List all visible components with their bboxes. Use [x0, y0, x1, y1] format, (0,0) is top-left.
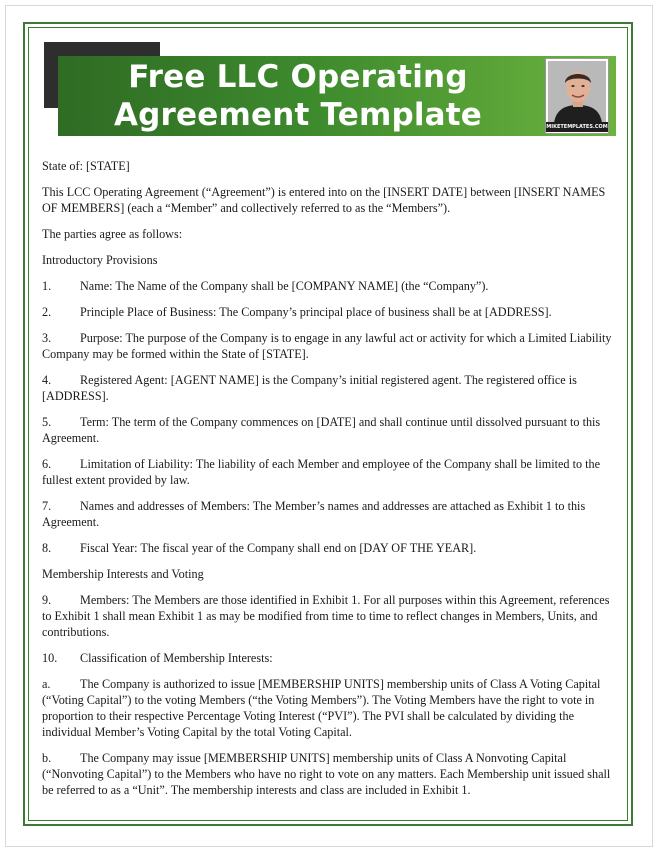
banner-title: [58, 58, 538, 134]
clause-text: Term: The term of the Company commences on [DATE] and shall continue until dissolved pursuant to this Agreement.: [42, 415, 601, 445]
clause-number: 8.: [42, 541, 52, 555]
clause-number: 5.: [42, 415, 52, 429]
clause-number: 10.: [42, 651, 58, 665]
photo-caption: MIKETEMPLATES.COM: [546, 124, 608, 130]
clause-text: The Company is authorized to issue [MEMBERSHIP UNITS] membership units of Class A Voting Capital (“Voting Capital”) to the voting Members (“the Voting Members”). The Voting Members have the right to vote in proportion to their respective Percentage Voting Interest (“PVI”). The PVI shall be calculated by dividing the individual Member’s Voting Capital by the total Voting Capital.: [42, 677, 601, 739]
clause-number: 2.: [42, 305, 52, 319]
clause-text: Members: The Members are those identified in Exhibit 1. For all purposes within this Agreement, references to Exhibit 1 shall mean Exhibit 1 as may be modified from time to time to reflect changes in Members, Units, and contributions.: [42, 593, 610, 639]
clause-1: [42, 278, 620, 294]
clause-text: Purpose: The purpose of the Company is to engage in any lawful act or activity for which a Limited Liability Company may be formed within the State of [STATE].: [42, 331, 612, 361]
clause-number: 3.: [42, 331, 52, 345]
state-line: State of: [STATE]: [42, 159, 130, 173]
clause-2: [42, 304, 620, 320]
clause-text: Name: The Name of the Company shall be [COMPANY NAME] (the “Company”).: [80, 279, 489, 293]
clause-number: 9.: [42, 593, 52, 607]
clause-6: [42, 456, 620, 488]
clause-number: 7.: [42, 499, 52, 513]
parties-line: The parties agree as follows:: [42, 227, 183, 241]
clause-text: Limitation of Liability: The liability of each Member and employee of the Company shall be limited to the fullest extent provided by law.: [42, 457, 600, 487]
clause-10b: [42, 750, 620, 798]
clause-text: Fiscal Year: The fiscal year of the Company shall end on [DAY OF THE YEAR].: [80, 541, 477, 555]
banner-title-line1: Free LLC Operating: [128, 59, 468, 95]
clause-number: b.: [42, 751, 52, 765]
clause-text: The Company may issue [MEMBERSHIP UNITS] membership units of Class A Nonvoting Capital (“Nonvoting Capital”) to the Members who have no right to vote on any matters. Each Membership unit issued shall be referred to as a “Unit”. The membership interests and class are included in Exhibit 1.: [42, 751, 611, 797]
clause-number: a.: [42, 677, 51, 691]
clause-8: [42, 540, 620, 556]
clause-4: [42, 372, 620, 404]
portrait-image: [548, 61, 606, 123]
clause-10: [42, 650, 620, 666]
clause-9: [42, 592, 620, 640]
clause-text: Names and addresses of Members: The Member’s names and addresses are attached as Exhibit 1 to this Agreement.: [42, 499, 586, 529]
clause-number: 6.: [42, 457, 52, 471]
clause-number: 4.: [42, 373, 52, 387]
clause-3: [42, 330, 620, 362]
clause-5: [42, 414, 620, 446]
banner-title-line2: Agreement Template: [113, 97, 483, 133]
clause-7: [42, 498, 620, 530]
clause-text: Registered Agent: [AGENT NAME] is the Company’s initial registered agent. The registered office is [ADDRESS].: [42, 373, 577, 403]
portrait-icon: [548, 61, 606, 123]
clause-text: Classification of Membership Interests:: [80, 651, 273, 665]
agreement-body: [42, 158, 620, 808]
clause-number: 1.: [42, 279, 52, 293]
section-heading-membership: Membership Interests and Voting: [42, 567, 204, 581]
clause-text: Principle Place of Business: The Company’s principal place of business shall be at [ADDRESS].: [80, 305, 552, 319]
author-photo: [545, 58, 609, 134]
intro-paragraph: This LCC Operating Agreement (“Agreement”) is entered into on the [INSERT DATE] between [INSERT NAMES OF MEMBERS] (each a “Member” and collectively referred to as the “Members”).: [42, 185, 606, 215]
section-heading-introductory: Introductory Provisions: [42, 253, 158, 267]
header-banner: [58, 56, 616, 136]
clause-10a: [42, 676, 620, 740]
